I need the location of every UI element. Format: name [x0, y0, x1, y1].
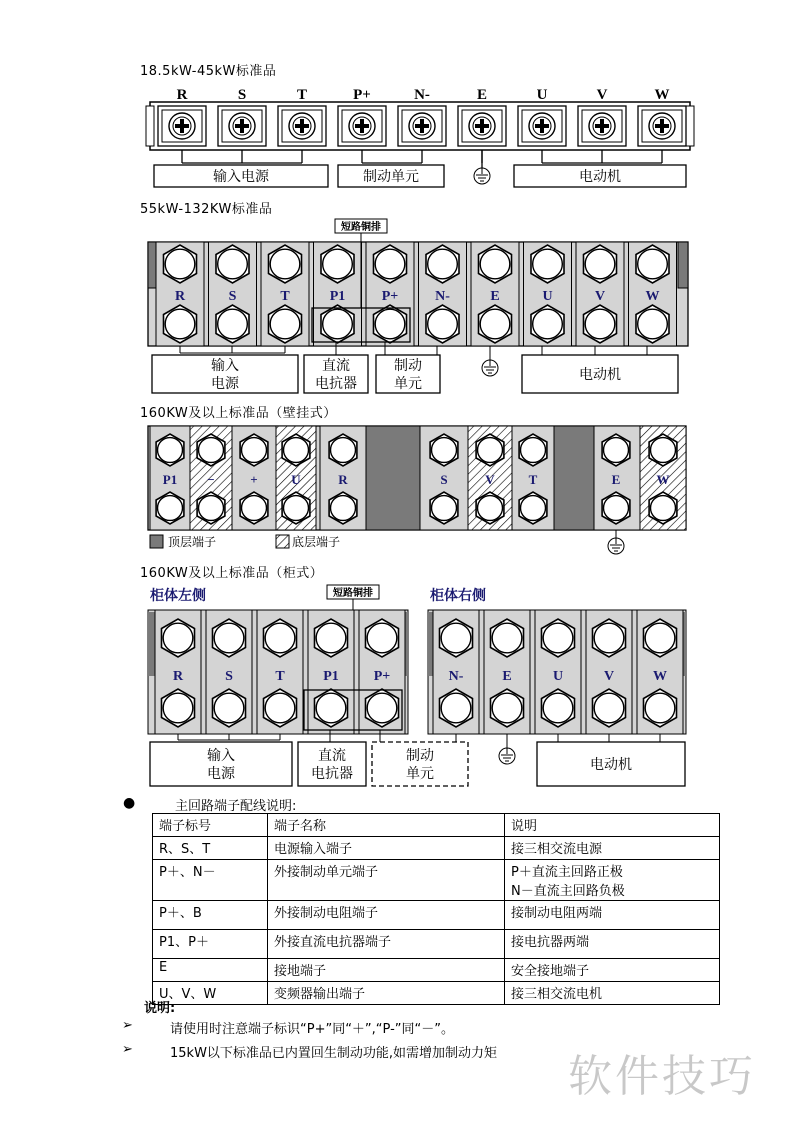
- bolt-circle: [651, 438, 676, 463]
- table-cell: 接地端子: [268, 959, 505, 982]
- terminal-label: E: [611, 472, 621, 487]
- terminal-label: V: [594, 289, 606, 304]
- arrow-bullet-icon: ➢: [122, 1042, 133, 1057]
- terminal-label: P1: [162, 472, 178, 487]
- table-header-row: [153, 814, 720, 837]
- bolt-circle: [645, 693, 675, 723]
- bolt-circle: [331, 438, 356, 463]
- table-cell: 变频器输出端子: [268, 982, 505, 1005]
- bolt-circle: [521, 438, 546, 463]
- table-row: [153, 901, 720, 930]
- table-cell: P1、P＋: [153, 930, 268, 959]
- bolt-circle: [441, 693, 471, 723]
- input-power-box-label: 电源: [211, 377, 239, 392]
- bolt-circle: [594, 693, 624, 723]
- terminal-label: U: [552, 669, 564, 684]
- terminal-label: −: [207, 472, 215, 487]
- terminal-label: S: [440, 472, 448, 487]
- dc-reactor-box-label: 电抗器: [315, 377, 357, 392]
- bolt-circle: [428, 249, 458, 279]
- brake-unit-box-label: 单元: [394, 377, 422, 392]
- terminal-label: R: [172, 669, 184, 684]
- legend-swatch-top: [150, 535, 163, 548]
- bolt-circle: [284, 438, 309, 463]
- screw-slot: [240, 119, 244, 133]
- section3-diagram: [148, 426, 686, 554]
- table-heading: 主回路端子配线说明:: [175, 799, 297, 814]
- section4-diagram: [148, 585, 686, 786]
- arrow-bullet-icon: ➢: [122, 1018, 133, 1033]
- brake-unit-box-label: 制动: [394, 359, 422, 374]
- dc-reactor-box-label: 电抗器: [311, 767, 353, 782]
- section3-title: 160KW及以上标准品（壁挂式）: [140, 406, 337, 421]
- bolt-circle: [242, 438, 267, 463]
- bolt-circle: [158, 438, 183, 463]
- notes-title: 说明:: [144, 1001, 176, 1016]
- bullet-icon: ●: [123, 795, 136, 811]
- bolt-circle: [492, 693, 522, 723]
- terminal-label: N-: [448, 669, 464, 684]
- table-cell: 外接直流电抗器端子: [268, 930, 505, 959]
- bolt-circle: [375, 309, 405, 339]
- terminal-label: E: [502, 669, 512, 684]
- bolt-circle: [638, 249, 668, 279]
- terminal-cell: [554, 426, 594, 530]
- terminal-label: W: [645, 289, 660, 304]
- table-row: [153, 959, 720, 982]
- brake-unit-box-label: 制动: [406, 749, 434, 764]
- bolt-circle: [533, 309, 563, 339]
- table-cell: P＋、B: [153, 901, 268, 930]
- bolt-circle: [480, 309, 510, 339]
- bolt-circle: [199, 438, 224, 463]
- terminal-label: T: [280, 289, 290, 304]
- terminal-label: P+: [381, 289, 399, 304]
- legend-top-label: 顶层端子: [168, 535, 217, 549]
- bolt-circle: [323, 249, 353, 279]
- table-row: [153, 860, 720, 901]
- bolt-circle: [331, 496, 356, 521]
- bolt-circle: [163, 623, 193, 653]
- strip-end: [146, 106, 154, 146]
- screw-slot: [480, 119, 484, 133]
- bolt-circle: [218, 309, 248, 339]
- bolt-circle: [218, 249, 248, 279]
- input-power-box-label: 输入电源: [213, 170, 269, 185]
- legend-bottom-label: 底层端子: [292, 535, 341, 549]
- bolt-circle: [316, 693, 346, 723]
- terminal-letter: P+: [353, 87, 371, 103]
- terminal-table: [152, 813, 720, 1005]
- terminal-cell: [366, 426, 420, 530]
- terminal-label: N-: [435, 289, 450, 304]
- bolt-circle: [480, 249, 510, 279]
- bolt-circle: [543, 693, 573, 723]
- section1-diagram: [146, 87, 694, 187]
- bolt-circle: [478, 496, 503, 521]
- screw-slot: [360, 119, 364, 133]
- bolt-circle: [163, 693, 193, 723]
- terminal-label: W: [653, 669, 667, 684]
- bolt-circle: [543, 623, 573, 653]
- bolt-circle: [521, 496, 546, 521]
- bolt-circle: [165, 249, 195, 279]
- right-cabinet-label: 柜体右侧: [430, 589, 486, 604]
- terminal-letter: R: [176, 87, 188, 103]
- callout-label: 短路铜排: [333, 588, 373, 599]
- terminal-letter: S: [237, 87, 247, 103]
- note-item: 15kW以下标准品已内置回生制动功能,如需增加制动力矩: [170, 1046, 498, 1061]
- section2-title: 55kW-132KW标准品: [140, 202, 273, 217]
- bolt-circle: [585, 309, 615, 339]
- screw-slot: [300, 119, 304, 133]
- terminal-letter: T: [296, 87, 308, 103]
- table-cell: 外接制动电阻端子: [268, 901, 505, 930]
- section1-title: 18.5kW-45kW标准品: [140, 64, 277, 79]
- bolt-circle: [492, 623, 522, 653]
- table-cell: 接三相交流电源: [505, 837, 720, 860]
- input-power-box-label: 输入: [207, 749, 235, 764]
- table-cell: 接三相交流电机: [505, 982, 720, 1005]
- bolt-circle: [367, 693, 397, 723]
- section2-diagram: [148, 219, 688, 393]
- table-cell: P＋直流主回路正极 N－直流主回路负极: [505, 860, 720, 901]
- strip-end: [686, 106, 694, 146]
- table-cell: U、V、W: [153, 982, 268, 1005]
- table-cell: 端子标号: [153, 814, 268, 837]
- input-power-box-label: 电源: [207, 767, 235, 782]
- bolt-circle: [428, 309, 458, 339]
- motor-box-label: 电动机: [590, 758, 632, 773]
- terminal-label: E: [490, 289, 500, 304]
- terminal-label: R: [338, 472, 348, 487]
- bolt-circle: [367, 623, 397, 653]
- input-power-box-label: 输入: [211, 359, 239, 374]
- terminal-label: V: [603, 669, 615, 684]
- bolt-circle: [323, 309, 353, 339]
- table-cell: 外接制动单元端子: [268, 860, 505, 901]
- terminal-letter: E: [476, 87, 488, 103]
- watermark: 软件技巧: [568, 1051, 756, 1102]
- table-cell: 端子名称: [268, 814, 505, 837]
- bolt-circle: [533, 249, 563, 279]
- terminal-letter: N-: [414, 87, 430, 103]
- bolt-circle: [432, 496, 457, 521]
- bolt-circle: [242, 496, 267, 521]
- table-row: [153, 982, 720, 1005]
- bolt-circle: [604, 438, 629, 463]
- dc-reactor-box-label: 直流: [318, 749, 346, 764]
- terminal-label: U: [542, 289, 553, 304]
- terminal-label: T: [275, 669, 285, 684]
- bolt-circle: [645, 623, 675, 653]
- terminal-letter: U: [536, 87, 548, 103]
- note-item: 请使用时注意端子标识“P+”同“＋”,“P-”同“－”。: [170, 1022, 454, 1037]
- terminal-label: P1: [323, 669, 339, 684]
- table-cell: 电源输入端子: [268, 837, 505, 860]
- screw-slot: [600, 119, 604, 133]
- table-cell: 接电抗器两端: [505, 930, 720, 959]
- bolt-circle: [270, 249, 300, 279]
- bolt-circle: [214, 693, 244, 723]
- section4-title: 160KW及以上标准品（柜式）: [140, 566, 324, 581]
- bolt-circle: [604, 496, 629, 521]
- terminal-letter: W: [654, 87, 670, 103]
- screw-slot: [180, 119, 184, 133]
- terminal-label: V: [485, 472, 495, 487]
- terminal-label: +: [250, 472, 258, 487]
- bolt-circle: [214, 623, 244, 653]
- brake-unit-box-label: 单元: [406, 767, 434, 782]
- bolt-circle: [432, 438, 457, 463]
- table-cell: P＋、N－: [153, 860, 268, 901]
- terminal-label: T: [528, 472, 538, 487]
- bolt-circle: [270, 309, 300, 339]
- screw-slot: [420, 119, 424, 133]
- terminal-letter: V: [596, 87, 608, 103]
- legend-swatch-bottom: [276, 535, 289, 548]
- table-cell: R、S、T: [153, 837, 268, 860]
- callout-label: 短路铜排: [341, 222, 381, 233]
- bolt-circle: [284, 496, 309, 521]
- bolt-circle: [316, 623, 346, 653]
- bolt-circle: [478, 438, 503, 463]
- bolt-circle: [585, 249, 615, 279]
- bolt-circle: [638, 309, 668, 339]
- terminal-label: S: [228, 289, 237, 304]
- strip-end: [678, 242, 688, 288]
- terminal-label: P+: [373, 669, 391, 684]
- dc-reactor-box-label: 直流: [322, 359, 350, 374]
- screw-slot: [660, 119, 664, 133]
- table-cell: 安全接地端子: [505, 959, 720, 982]
- bolt-circle: [651, 496, 676, 521]
- motor-box-label: 电动机: [579, 368, 621, 383]
- bolt-circle: [265, 693, 295, 723]
- bolt-circle: [375, 249, 405, 279]
- terminal-label: S: [225, 669, 233, 684]
- terminal-label: W: [656, 472, 670, 487]
- left-cabinet-label: 柜体左侧: [150, 589, 206, 604]
- table-cell: E: [153, 959, 268, 982]
- brake-unit-box-label: 制动单元: [363, 170, 419, 185]
- table-row: [153, 930, 720, 959]
- terminal-label: P1: [329, 289, 346, 304]
- table-row: [153, 837, 720, 860]
- terminal-label: U: [291, 472, 301, 487]
- bolt-circle: [265, 623, 295, 653]
- bolt-circle: [165, 309, 195, 339]
- bolt-circle: [199, 496, 224, 521]
- screw-slot: [540, 119, 544, 133]
- bolt-circle: [158, 496, 183, 521]
- table-cell: 接制动电阻两端: [505, 901, 720, 930]
- table-cell: 说明: [505, 814, 720, 837]
- motor-box-label: 电动机: [579, 170, 621, 185]
- terminal-label: R: [174, 289, 186, 304]
- bolt-circle: [441, 623, 471, 653]
- bolt-circle: [594, 623, 624, 653]
